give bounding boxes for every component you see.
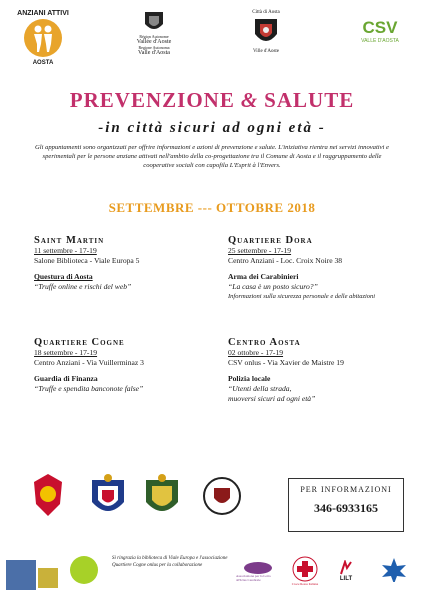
event-topic: “Truffe online e rischi del web” [34,282,132,291]
event-topic: “Truffe e spendita banconote false” [34,384,144,393]
polizia-badge-icon [30,472,66,518]
ictus-logo [236,560,280,588]
event-note: Informazioni sulla sicurezza personale e delle abitazioni [228,293,376,300]
event-org: Questura di Aosta [34,272,93,281]
event-date: 25 settembre - 17-19 [228,246,292,255]
dates-heading: SETTEMBRE --- OTTOBRE 2018 [108,200,316,215]
event-topic-line1: “Utenti della strada, [228,384,292,393]
info-phone[interactable]: 346-6933165 [314,501,378,515]
citta-aosta-logo [246,10,286,70]
event-venue: CSV onlus - Via Xavier de Maistre 19 [228,358,344,367]
event-quartiere-dora [228,236,418,302]
event-venue: Centro Anziani - Loc. Croix Noire 38 [228,256,343,265]
city-crest-icon [253,16,279,48]
anziani-attivi-label: ANZIANI ATTIVI [17,10,69,17]
croce-rossa-logo [288,556,322,590]
event-org: Polizia locale [228,374,271,383]
page-title [0,88,424,113]
regione-line3: Regione Autonoma [138,45,170,50]
regione-line4: Valle d'Aosta [138,50,170,56]
csv-wordmark: CSV [362,18,398,37]
ictus-icon [236,560,280,574]
event-place: Saint Martin [34,235,105,246]
regione-line1: Région Autonome [139,34,169,39]
lilt-logo [334,560,358,582]
event-date: 02 ottobre - 17-19 [228,348,284,357]
event-org: Arma dei Carabinieri [228,272,299,281]
event-place: Centro Aosta [228,337,301,348]
event-date: 11 settembre - 17-19 [34,246,97,255]
title-amp: & [240,88,259,112]
event-topic-line2: muoversi sicuri ad ogni età” [228,394,316,403]
title-left: PREVENZIONE [69,88,235,112]
event-venue: Centro Anziani - Via Vuillerminaz 3 [34,358,144,367]
intro-text: Gli appuntamenti sono organizzati per offrire informazioni e azioni di prevenzione e salute. L'iniziativa rientra nei servizi innovativi e sperimentali per le persone anziane attivati nell'ambito della co-progettazione tra il Comune di Aosta e il raggruppamento delle cooperative sociali con capofila L'Esprit à l'Envers. [35,144,389,169]
event-date: 18 settembre - 17-19 [34,348,98,357]
regione-crest-icon [143,10,165,34]
cri-label: Croce Rossa Italiana [291,582,319,586]
csv-sub: VALLE D'AOSTA [361,38,399,44]
star-of-life-icon [379,556,409,582]
guardia-finanza-crest-icon [142,472,182,520]
carabinieri-crest-icon [88,472,128,520]
soccorso-logo [370,556,418,590]
lilt-label: LILT [339,576,353,582]
title-right: SALUTE [264,88,355,112]
event-place: Quartiere Cogne [34,337,125,348]
lilt-icon [339,560,353,576]
event-place: Quartiere Dora [228,235,313,246]
polizia-locale-badge-icon [202,476,242,516]
uisp-logo [70,556,98,584]
event-venue: Salone Biblioteca - Viale Europa 5 [34,256,140,265]
scuola-logo [38,568,58,588]
anziani-attivi-logo [14,10,72,70]
quartiere-cogne-logo [6,560,36,590]
event-quartiere-cogne [34,338,224,394]
thanks-text: Si ringrazia la biblioteca di Viale Europa e l'associazione Quartiere Cogne onlus per la collaborazione [112,556,228,568]
info-box [288,478,404,532]
regione-line2: Vallée d'Aoste [136,39,172,45]
event-org: Guardia di Finanza [34,374,98,383]
csv-logo [350,18,410,58]
red-cross-icon [292,556,318,582]
event-saint-martin [34,236,214,292]
people-icon [27,22,59,54]
info-heading: PER INFORMAZIONI [300,485,392,494]
ictus-label: Associazione per la Lotta all'Ictus Cerebrale [236,574,271,582]
anziani-attivi-city: AOSTA [32,60,54,66]
event-centro-aosta [228,338,418,404]
citta-line2: Ville d'Aoste [252,49,279,54]
page-subtitle: -in città sicuri ad ogni età - [98,120,326,136]
regione-logo [130,10,178,70]
event-topic: “La casa è un posto sicuro?” [228,282,318,291]
citta-line1: Città di Aosta [252,10,280,15]
